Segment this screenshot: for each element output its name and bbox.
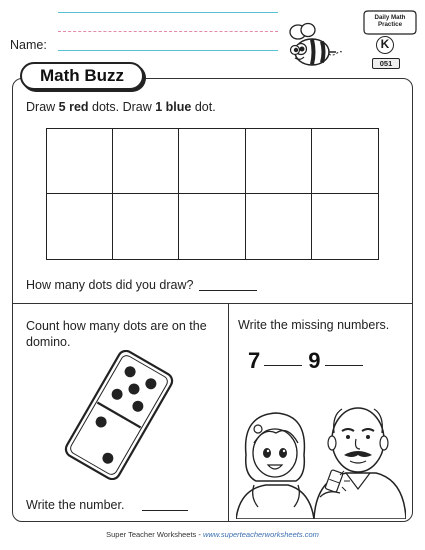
missing-number-field-1[interactable] — [264, 365, 302, 366]
dots-count-answer-field[interactable] — [199, 290, 257, 291]
dots-count-question — [26, 278, 257, 292]
footer-text: Super Teacher Worksheets - — [106, 530, 203, 539]
instr-part-1: Draw — [26, 100, 59, 114]
ten-frame-cell[interactable] — [179, 194, 245, 259]
ten-frame-cell[interactable] — [312, 194, 378, 259]
name-guide-mid — [58, 31, 278, 32]
horizontal-divider — [12, 303, 413, 304]
ten-frame-cell[interactable] — [113, 129, 179, 194]
ten-frame-cell[interactable] — [113, 194, 179, 259]
instr-part-3: dot. — [191, 100, 216, 114]
badge-line-1: Daily Math — [374, 14, 406, 21]
domino-answer-field[interactable] — [142, 510, 188, 511]
grade-badge: K — [376, 36, 394, 54]
badge-title — [362, 14, 418, 28]
name-area — [10, 8, 280, 58]
footer — [0, 530, 425, 539]
domino-answer-question — [26, 498, 188, 512]
ten-frame-cell[interactable] — [179, 129, 245, 194]
worksheet-title — [20, 62, 144, 90]
name-guide-top — [58, 12, 278, 13]
missing-number-field-2[interactable] — [325, 365, 363, 366]
footer-link[interactable]: www.superteacherworksheets.com — [202, 530, 319, 539]
ten-frame-instruction — [26, 100, 216, 114]
grandfather-and-girl-illustration — [236, 385, 406, 519]
ten-frame-cell[interactable] — [246, 129, 312, 194]
sequence-number-2: 9 — [308, 348, 321, 373]
name-label: Name: — [10, 38, 47, 52]
ten-frame-cell[interactable] — [47, 129, 113, 194]
worksheet-title-text: Math Buzz — [39, 66, 125, 85]
bee-icon — [282, 22, 342, 70]
badge-line-2: Practice — [377, 21, 403, 28]
missing-numbers-instruction: Write the missing numbers. — [238, 318, 390, 332]
domino-icon — [64, 350, 174, 480]
instr-part-2: dots. Draw — [88, 100, 156, 114]
sequence-number-1: 7 — [248, 348, 261, 373]
ten-frame — [46, 128, 379, 260]
instr-bold-blue: 1 blue — [155, 100, 192, 114]
dots-count-question-text: How many dots did you draw? — [26, 278, 194, 292]
domino-answer-question-text: Write the number. — [26, 498, 125, 512]
vertical-divider — [228, 303, 229, 522]
missing-numbers-sequence — [248, 348, 369, 374]
worksheet-number: 051 — [372, 58, 400, 69]
ten-frame-cell[interactable] — [47, 194, 113, 259]
ten-frame-cell[interactable] — [246, 194, 312, 259]
instr-bold-red: 5 red — [58, 100, 89, 114]
daily-practice-badge — [362, 8, 418, 70]
ten-frame-cell[interactable] — [312, 129, 378, 194]
domino-instruction: Count how many dots are on the domino. — [26, 319, 207, 349]
name-field[interactable] — [58, 50, 278, 51]
